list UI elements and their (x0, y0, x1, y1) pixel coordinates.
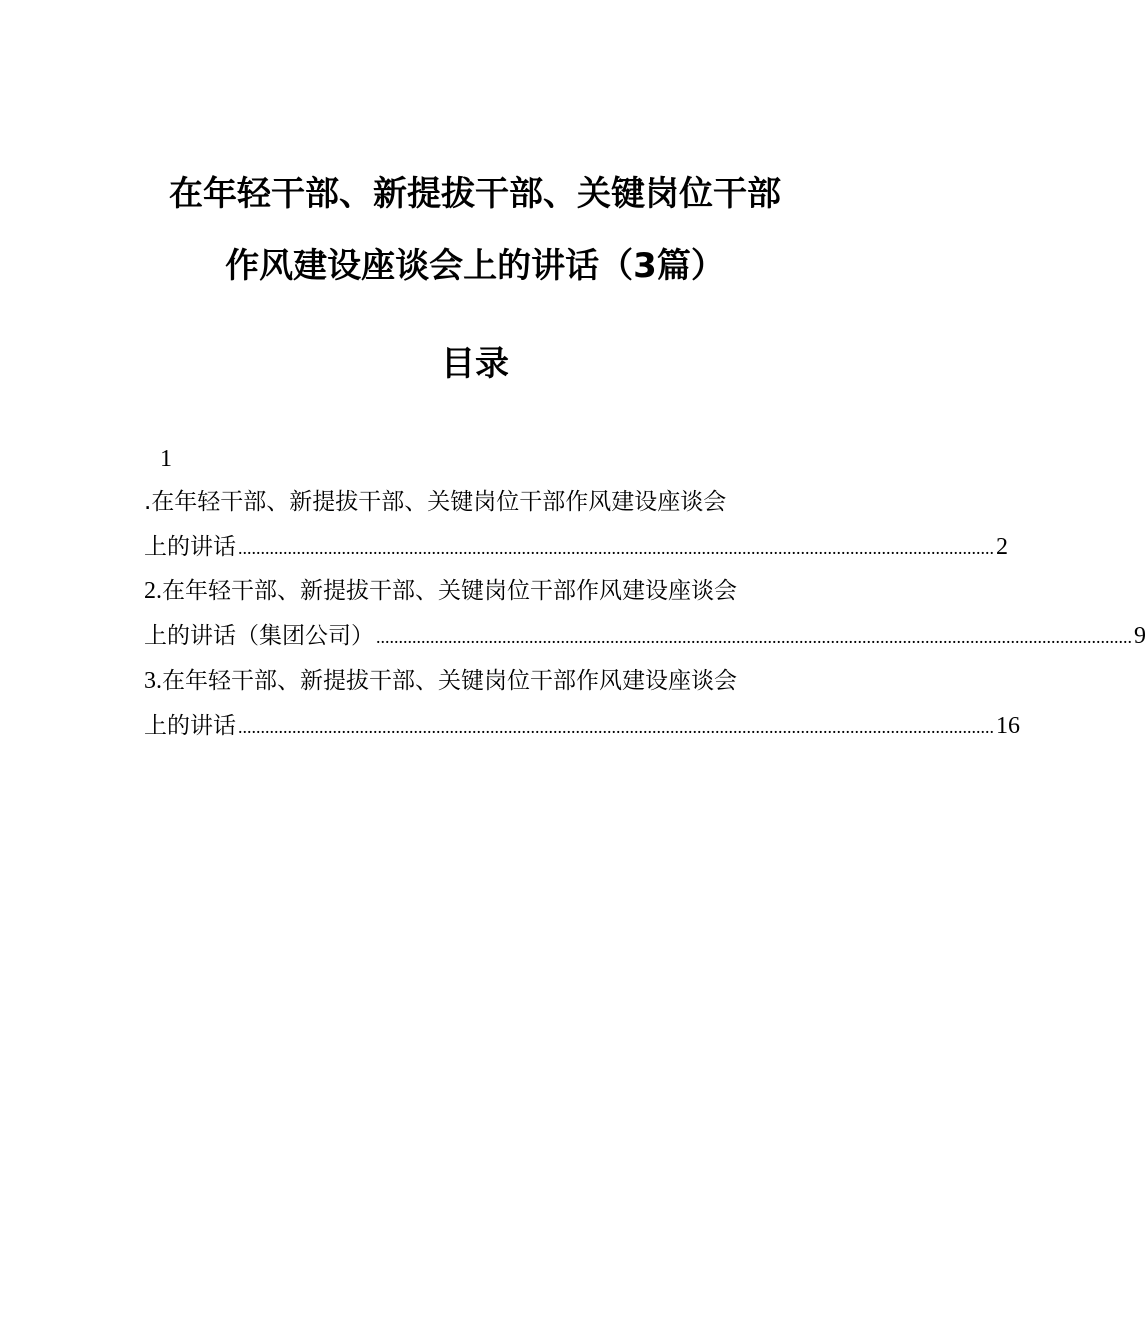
toc-entry-2-number: 2. (144, 578, 162, 604)
toc-entry-2-line-1[interactable] (144, 576, 806, 606)
toc-entry-3-leader-dots: ........................................................................................................................................................................ (238, 717, 994, 737)
toc-entry-1-title-end: 上的讲话 (144, 534, 236, 560)
document-title-line-1: 在年轻干部、新提拔干部、关键岗位干部 (169, 174, 781, 214)
toc-entry-3-line-1[interactable] (144, 666, 806, 696)
toc-entry-2-title-start: 在年轻干部、新提拔干部、关键岗位干部作风建设座谈会 (162, 578, 737, 604)
toc-entry-1-page: 2 (996, 534, 1008, 560)
toc-entry-2-leader-dots: ........................................................................................................................................................................ (376, 627, 1132, 647)
toc-entry-3-number: 3. (144, 668, 162, 694)
document-title-line-2: 作风建设座谈会上的讲话（3篇） (225, 246, 725, 286)
toc-entry-3-page: 16 (996, 713, 1020, 739)
toc-entry-1-line-2[interactable] (144, 532, 1008, 563)
toc-entry-1-number: 1 (160, 446, 172, 472)
toc-entry-1-line-1[interactable]: .在年轻干部、新提拔干部、关键岗位干部作风建设座谈会 (144, 489, 727, 515)
toc-entry-2-title-end: 上的讲话（集团公司） (144, 623, 374, 649)
toc-entry-3-line-2[interactable] (144, 711, 1020, 742)
toc-entry-3-title-end: 上的讲话 (144, 713, 236, 739)
toc-entry-1-leader-dots: ........................................................................................................................................................................ (238, 538, 994, 558)
toc-entry-2-line-2[interactable] (144, 621, 1146, 652)
toc-entry-2-page: 9 (1134, 623, 1146, 649)
toc-entry-3-title-start: 在年轻干部、新提拔干部、关键岗位干部作风建设座谈会 (162, 668, 737, 694)
toc-heading: 目录 (441, 344, 509, 384)
